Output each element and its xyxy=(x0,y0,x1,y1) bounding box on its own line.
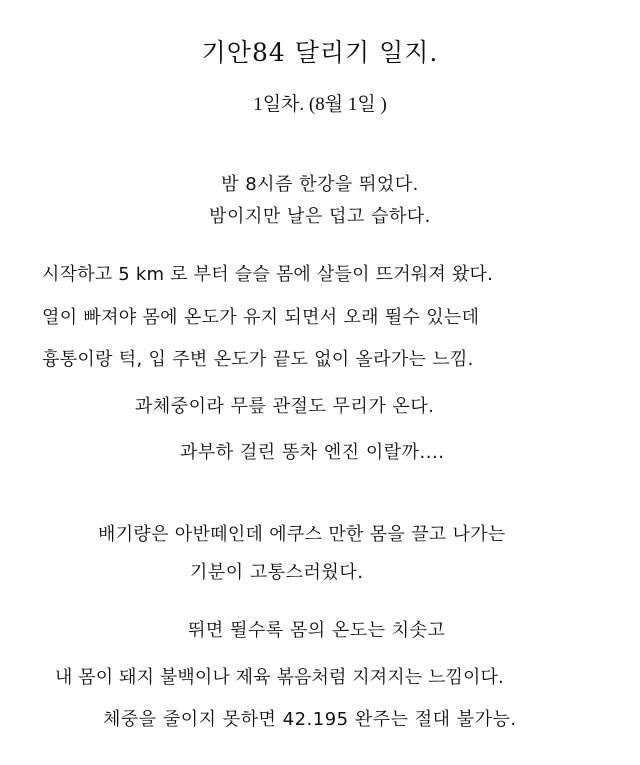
journal-line: 과체중이라 무릎 관절도 무리가 온다. xyxy=(135,396,435,417)
journal-line: 밤이지만 날은 덥고 습하다. xyxy=(209,206,431,227)
day-subtitle: 1일차. (8월 1일 ) xyxy=(253,94,387,115)
journal-line: 과부하 걸린 똥차 엔진 이랄까.... xyxy=(180,442,445,463)
journal-line: 흉통이랑 턱, 입 주변 온도가 끝도 없이 올라가는 느낌. xyxy=(42,349,474,370)
journal-line: 배기량은 아반떼인데 에쿠스 만한 몸을 끌고 나가는 xyxy=(98,524,506,545)
journal-line: 체중을 줄이지 못하면 42.195 완주는 절대 불가능. xyxy=(103,709,517,730)
journal-line: 열이 빠져야 몸에 온도가 유지 되면서 오래 뛸수 있는데 xyxy=(42,307,480,328)
journal-line: 시작하고 5 km 로 부터 슬슬 몸에 살들이 뜨거워져 왔다. xyxy=(42,264,493,285)
page-title: 기안84 달리기 일지. xyxy=(201,38,439,67)
journal-line: 밤 8시즘 한강을 뛰었다. xyxy=(221,174,419,195)
journal-line: 내 몸이 돼지 불백이나 제육 볶음처럼 지져지는 느낌이다. xyxy=(55,667,504,688)
journal-line: 뛰면 뛸수록 몸의 온도는 치솟고 xyxy=(188,620,446,641)
journal-line: 기분이 고통스러웠다. xyxy=(190,562,364,583)
